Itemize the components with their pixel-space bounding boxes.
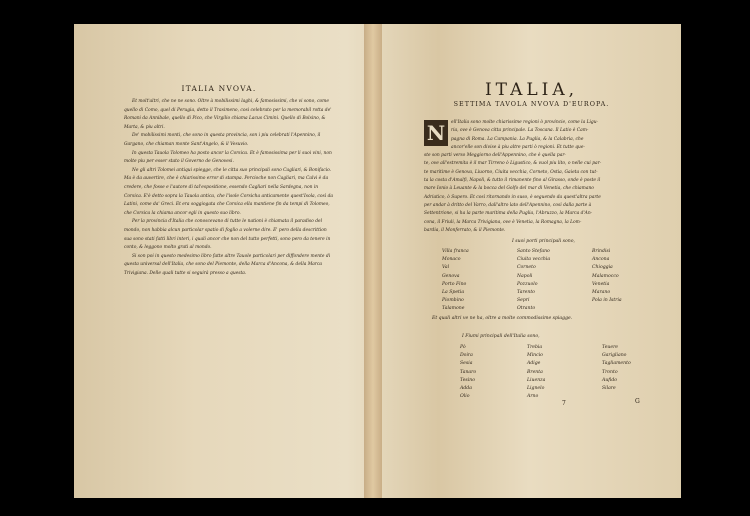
paragraph: Si son poi in questo medesimo libro fatte altre Tauole particolari per diffondere mente di questa universal dell'Italia, che sono del Piemonte, della Marca d'Ancona, & della Marca Trivigiana. Delle quali tutte si seguirà presso a questa. <box>124 253 331 276</box>
list-item: Silare <box>602 386 616 392</box>
list-item: Lignelo <box>527 386 545 392</box>
list-item: Teuere <box>602 345 619 350</box>
rivers-column-3 <box>602 344 631 393</box>
intro-line: per andar à dritto del Varro, dall'altro lato dell'Apennino, così dalla parte à <box>424 202 592 208</box>
ports-note: Et quali altri ve ne ha, oltre a molte commodissime spiagge. <box>432 316 573 321</box>
list-item: Otranto <box>517 306 536 312</box>
paragraph: Et molt'altri, che ne ne sono. Oltre à mobilissimi laghi, & famosissimi, che vi sono, come quello di Como, quel di Perugia, detto il Trasimeno, cosi celebrato per la memorabil rotta de' Romani da Annibale, quello di Pico, che Virgilio chiama Lacus Cimini. Quello di Bolsino, & Marta, & piu altri. <box>124 99 332 130</box>
rivers-column-1 <box>460 344 476 401</box>
list-item: Adda <box>460 386 472 392</box>
list-item: Ancona <box>592 257 610 263</box>
list-item: Adige <box>527 361 541 367</box>
list-item: Mincio <box>527 353 543 359</box>
list-item: Venetia <box>592 281 610 287</box>
intro-line: ancor'elle son divise à piu altre parti ò regioni. Et tutte que- <box>451 144 585 150</box>
intro-line: Adriatico, ò Supero. Et così ritornando in suso, è seguendo da quest'altra parte <box>424 194 601 200</box>
list-item: Arno <box>527 394 539 400</box>
list-item: Tagliamento <box>602 361 631 367</box>
list-item: Garigliano <box>602 353 627 359</box>
intro-text <box>424 119 644 235</box>
page-title: ITALIA, <box>484 80 579 100</box>
intro-line: Settentrione, si ha la parte maritima della Puglia, l'Abruzzo, la Marca d'An- <box>424 211 593 217</box>
paragraph: Per la provincia d'Italia che conoscevano di tutte le nationi è chiamata il paradiso del mondo, non habbia alcun particolar spatio di foglio a volerne dire. E' pero della descrittion sua sono stati fatti libri interi, i quali ancor che non del tutto perfetti, sono pero da tenere in conto, & leggono molto grati al mondo. <box>124 219 331 251</box>
paragraph: Ne gli altri Tolomei antiqui spiegge, che le citta suo principali sono Cagliari, & Bonifacio. Ma è da auvertire, che è chiarissimo error di stampa. Percioche non Cagliari, ma Calvi è da credere, che fosse e l'autore di tal'espositione, essendo Cagliari nella Sardegna, non in Corsica. E'è detto sopra la Tauola antica, che l'isole Corsicha anticamente quest'Isola, così da Latini, come da' Greci. Et era soggiogata che Corsica ella mantiene fin da tempi di Tolomeo, che Corsica la chiama ancor egli in questo suo libro. <box>124 167 334 216</box>
list-item: Corneto <box>517 265 536 271</box>
list-item: Brindisi <box>592 249 611 254</box>
list-item: Napoli <box>517 273 533 279</box>
list-item: Talamone <box>442 306 465 312</box>
left-page <box>74 24 364 498</box>
intro-line: cona, il Friuli, la Marca Trivigiana, ove è Venetia, la Romagna, la Lom- <box>424 219 582 225</box>
page-number: 7 <box>562 400 566 407</box>
intro-line: te maritime è Genova, Liuorno, Ciuita vecchia, Corneto, Ostia, Gaieta con tut- <box>424 169 598 175</box>
list-item: Santo Stefano <box>517 249 550 254</box>
ports-title: I suoi porti principali sono, <box>512 239 575 244</box>
intro-line: ste son parti verso Meggiorno dell'Appennino, che è quella par- <box>424 153 566 159</box>
ports-column-1 <box>442 248 469 314</box>
paragraph: De' mobilissimi monti, che sono in questa provincia, son i piu celebrati l'Apennino, il Gargano, che chiaman monte Sant'Angelo, & il Vesuvio. <box>124 133 321 147</box>
list-item: Tanaro <box>460 369 477 375</box>
list-item: Val <box>442 265 450 271</box>
list-item: Ciuita vecchia <box>517 257 551 263</box>
list-item: Pola in Istria <box>592 298 622 304</box>
decorated-initial: N <box>424 120 448 146</box>
list-item: Tarento <box>517 290 535 296</box>
list-item: Brenta <box>527 369 543 375</box>
list-item: Malamocco <box>592 273 619 279</box>
list-item: Tronto <box>602 369 618 375</box>
list-item: Villa franca <box>442 249 469 254</box>
list-item: La Spetia <box>442 290 465 296</box>
signature-mark: G <box>635 398 640 405</box>
gutter-binding <box>364 24 382 498</box>
intro-line: pagna di Roma. La Campania. La Puglia, & la Calabria, che <box>451 136 584 142</box>
list-item: Pozzuolo <box>517 281 538 287</box>
list-item: Aufido <box>602 377 618 383</box>
intro-line: te, ove all'estremita è il mar Tirreno ò Ligustico, & vuol piu lito, o nelle cui par- <box>424 161 602 167</box>
rivers-title: I Fiumi principali dell'Italia sono, <box>462 334 540 339</box>
paragraph: In questa Tauola Tolomeo ha posto ancor la Corsica. Et è famosissima per li suoi vini, non molte piu per esser stato il Governo de Genovesi. <box>124 150 332 165</box>
intro-line: mare Ionio à Leuante & la bocca del Golfo del mar di Venetia, che chiamano <box>424 186 594 192</box>
list-item: Marano <box>592 290 611 296</box>
list-item: Sesia <box>460 361 473 367</box>
list-item: Doira <box>460 353 473 359</box>
intro-line: ell'Italia sono molte chiarissime regioni ò provincie, come la Ligu- <box>451 120 599 125</box>
ports-column-2 <box>517 248 550 314</box>
list-item: Olio <box>460 394 470 400</box>
list-item: Porto Fino <box>442 281 467 287</box>
right-page <box>382 24 681 498</box>
book-spread <box>74 24 681 498</box>
intro-line: bardia, il Monferrato, & il Piemonte. <box>424 227 506 233</box>
intro-line: ria, ove è Genova citta principale. La Toscana. Il Latio è Cam- <box>451 128 589 134</box>
list-item: Chioggia <box>592 265 613 271</box>
running-head: ITALIA NVOVA. <box>181 84 257 93</box>
list-item: Tesino <box>460 377 475 383</box>
ports-column-3 <box>592 248 622 305</box>
list-item: Pò <box>460 345 466 350</box>
list-item: Liuenza <box>527 377 546 383</box>
list-item: Monaco <box>442 257 461 263</box>
intro-line: ta la costa d'Amalfi, Napoli, & tutto il rimanente fino al Girasso, onde è poste il <box>424 178 601 184</box>
page-subtitle: SETTIMA TAVOLA NVOVA D'EUROPA. <box>453 100 610 108</box>
list-item: Trebia <box>527 345 543 350</box>
list-item: Sepri <box>517 298 530 304</box>
list-item: Piombino <box>442 298 464 304</box>
list-item: Genova <box>442 273 460 279</box>
rivers-column-2 <box>527 344 545 401</box>
left-body-text <box>124 98 334 278</box>
